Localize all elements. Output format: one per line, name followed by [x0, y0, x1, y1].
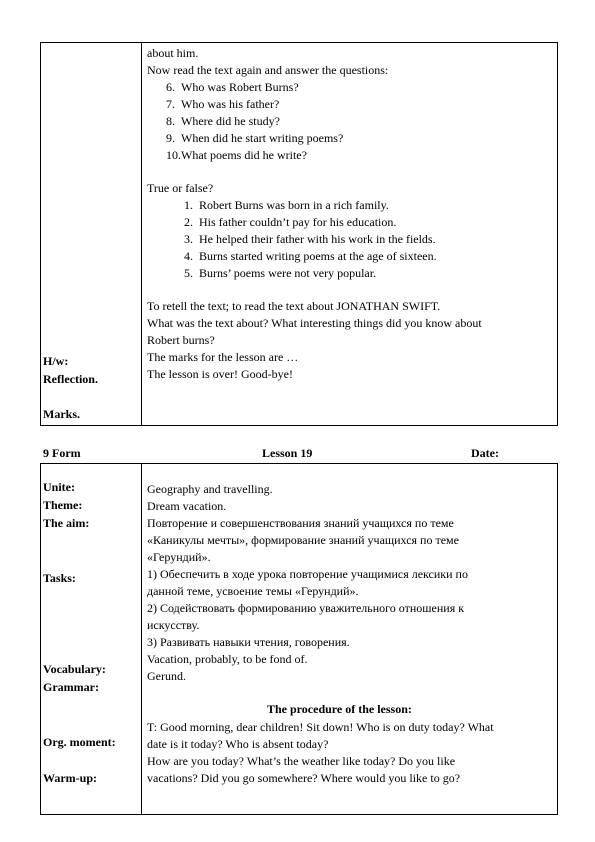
task-text: 1) Обеспечить в ходе урока повторение учащимися лексики по: [147, 567, 468, 581]
tf-text: Burns started writing poems at the age of sixteen.: [199, 249, 437, 263]
task-text: 2) Содействовать формированию уважительного отношения к: [147, 601, 465, 615]
procedure-line: T: Good morning, dear children! Sit down! Who is on duty today? What: [147, 720, 494, 734]
aim-text: «Герундий».: [147, 550, 211, 564]
tf-number: 3.: [184, 232, 193, 246]
vocabulary-value: Vacation, probably, to be fond of.: [147, 652, 308, 666]
aim-text: Повторение и совершенствования знаний учащихся по теме: [147, 516, 454, 530]
tf-item: [184, 265, 376, 282]
reflection-text: What was the text about? What interesting things did you know about: [147, 316, 482, 330]
aim-text: «Каникулы мечты», формирование знаний учащихся по теме: [147, 533, 459, 547]
question-text: Where did he study?: [181, 114, 280, 128]
tf-text: Burns’ poems were not very popular.: [199, 266, 377, 280]
question-number: 6.: [166, 80, 175, 94]
aim-label: The aim:: [43, 516, 90, 530]
tf-item: [184, 231, 436, 248]
procedure-line: vacations? Did you go somewhere? Where would you like to go?: [147, 771, 461, 785]
theme-label: Theme:: [43, 498, 83, 512]
tf-item: [184, 214, 396, 231]
marks-text: The marks for the lesson are …: [147, 350, 299, 364]
goodbye-text: The lesson is over! Good-bye!: [147, 367, 293, 381]
tf-text: He helped their father with his work in the fields.: [199, 232, 436, 246]
question-item: [166, 96, 279, 113]
intro-line: about him.: [147, 46, 199, 60]
grammar-label: Grammar:: [43, 680, 99, 694]
lesson-label: Lesson 19: [262, 446, 313, 460]
unite-label: Unite:: [43, 480, 75, 494]
hw-label: H/w:: [43, 354, 69, 368]
question-text: When did he start writing poems?: [181, 131, 344, 145]
task-text: 3) Развивать навыки чтения, говорения.: [147, 635, 350, 649]
tf-number: 5.: [184, 266, 193, 280]
tf-number: 1.: [184, 198, 193, 212]
date-label: Date:: [471, 446, 499, 460]
tf-text: His father couldn’t pay for his education.: [199, 215, 397, 229]
task-text: данной теме, усвоение темы «Герундий».: [147, 584, 359, 598]
reflection-label: Reflection.: [43, 372, 98, 386]
org-moment-label: Org. moment:: [43, 735, 116, 749]
question-item: [166, 147, 307, 164]
theme-value: Dream vacation.: [147, 499, 227, 513]
question-number: 8.: [166, 114, 175, 128]
top-table-divider: [141, 42, 142, 426]
procedure-line: How are you today? What’s the weather like today? Do you like: [147, 754, 456, 768]
unite-value: Geography and travelling.: [147, 482, 273, 496]
question-text: Who was his father?: [181, 97, 280, 111]
warm-up-label: Warm-up:: [43, 771, 97, 785]
lesson-plan-divider: [141, 463, 142, 815]
tf-text: Robert Burns was born in a rich family.: [199, 198, 389, 212]
tasks-label: Tasks:: [43, 571, 76, 585]
question-text: What poems did he write?: [181, 148, 307, 162]
homework-text: To retell the text; to read the text about JONATHAN SWIFT.: [147, 299, 441, 313]
procedure-line: date is it today? Who is absent today?: [147, 737, 329, 751]
procedure-title: The procedure of the lesson:: [267, 702, 412, 716]
grammar-value: Gerund.: [147, 669, 186, 683]
vocabulary-label: Vocabulary:: [43, 662, 106, 676]
marks-label: Marks.: [43, 407, 80, 421]
question-text: Who was Robert Burns?: [181, 80, 299, 94]
intro-line: Now read the text again and answer the questions:: [147, 63, 389, 77]
tf-number: 4.: [184, 249, 193, 263]
question-number: 7.: [166, 97, 175, 111]
tf-item: [184, 197, 389, 214]
tf-number: 2.: [184, 215, 193, 229]
question-item: [166, 79, 299, 96]
form-label: 9 Form: [43, 446, 81, 460]
question-item: [166, 113, 280, 130]
reflection-text: Robert burns?: [147, 333, 215, 347]
true-false-title: True or false?: [147, 181, 214, 195]
tf-item: [184, 248, 437, 265]
question-number: 10.: [166, 148, 181, 162]
question-number: 9.: [166, 131, 175, 145]
task-text: искусству.: [147, 618, 200, 632]
question-item: [166, 130, 343, 147]
